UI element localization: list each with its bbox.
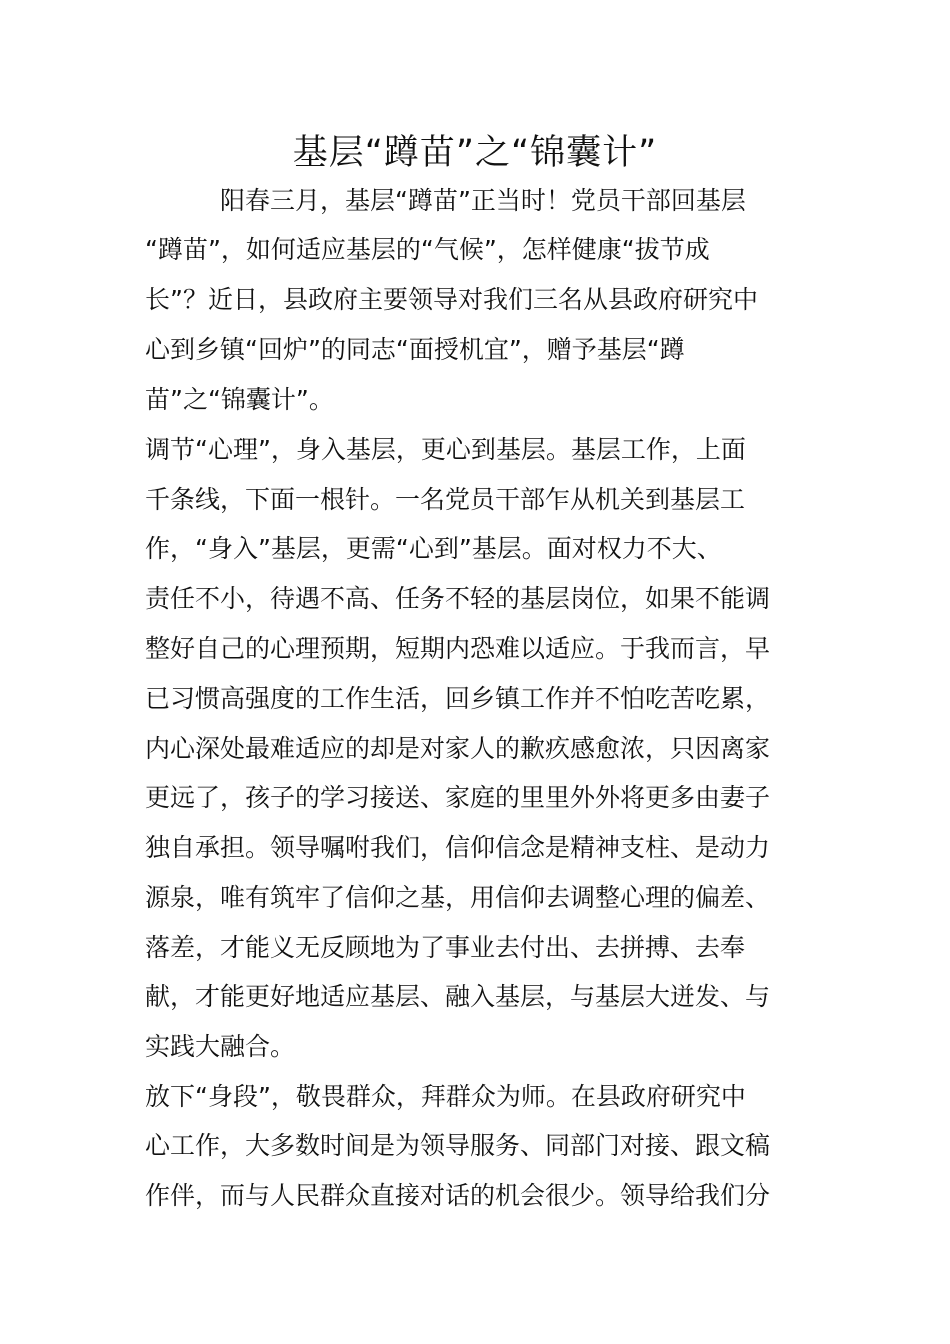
text-line-14: 独自承担。领导嘱咐我们，信仰信念是精神支柱、是动力 [145, 833, 771, 862]
text-line-3: 长”？近日，县政府主要领导对我们三名从县政府研究中 [145, 285, 758, 314]
text-line-19: 放下“身段”，敬畏群众，拜群众为师。在县政府研究中 [145, 1082, 746, 1111]
text-line-16: 落差，才能义无反顾地为了事业去付出、去拼搏、去奉 [145, 933, 746, 962]
text-line-20: 心工作，大多数时间是为领导服务、同部门对接、跟文稿 [145, 1131, 771, 1160]
text-line-4: 心到乡镇“回炉”的同志“面授机宜”，赠予基层“蹲 [145, 335, 685, 364]
text-line-1: 阳春三月，基层“蹲苗”正当时！党员干部回基层 [145, 186, 746, 215]
text-line-13: 更远了，孩子的学习接送、家庭的里里外外将更多由妻子 [145, 783, 771, 812]
document-title: 基层“蹲苗”之“锦囊计” [292, 133, 658, 173]
text-line-7: 千条线，下面一根针。一名党员干部乍从机关到基层工 [145, 485, 746, 514]
text-line-18: 实践大融合。 [145, 1032, 296, 1061]
text-line-5: 苗”之“锦囊计”。 [145, 385, 334, 414]
text-line-12: 内心深处最难适应的却是对家人的歉疚感愈浓，只因离家 [145, 734, 771, 763]
text-line-17: 献，才能更好地适应基层、融入基层，与基层大迸发、与 [145, 982, 771, 1011]
text-line-9: 责任不小，待遇不高、任务不轻的基层岗位，如果不能调 [145, 584, 771, 613]
text-line-15: 源泉，唯有筑牢了信仰之基，用信仰去调整心理的偏差、 [145, 883, 771, 912]
text-line-2: “蹲苗”，如何适应基层的“气候”，怎样健康“拔节成 [145, 235, 710, 264]
text-line-21: 作伴，而与人民群众直接对话的机会很少。领导给我们分 [145, 1181, 771, 1210]
text-line-6: 调节“心理”，身入基层，更心到基层。基层工作，上面 [145, 435, 746, 464]
text-line-10: 整好自己的心理预期，短期内恐难以适应。于我而言，早 [145, 634, 771, 663]
text-line-11: 已习惯高强度的工作生活，回乡镇工作并不怕吃苦吃累， [145, 684, 771, 713]
text-line-8: 作，“身入”基层，更需“心到”基层。面对权力不大、 [145, 534, 722, 563]
